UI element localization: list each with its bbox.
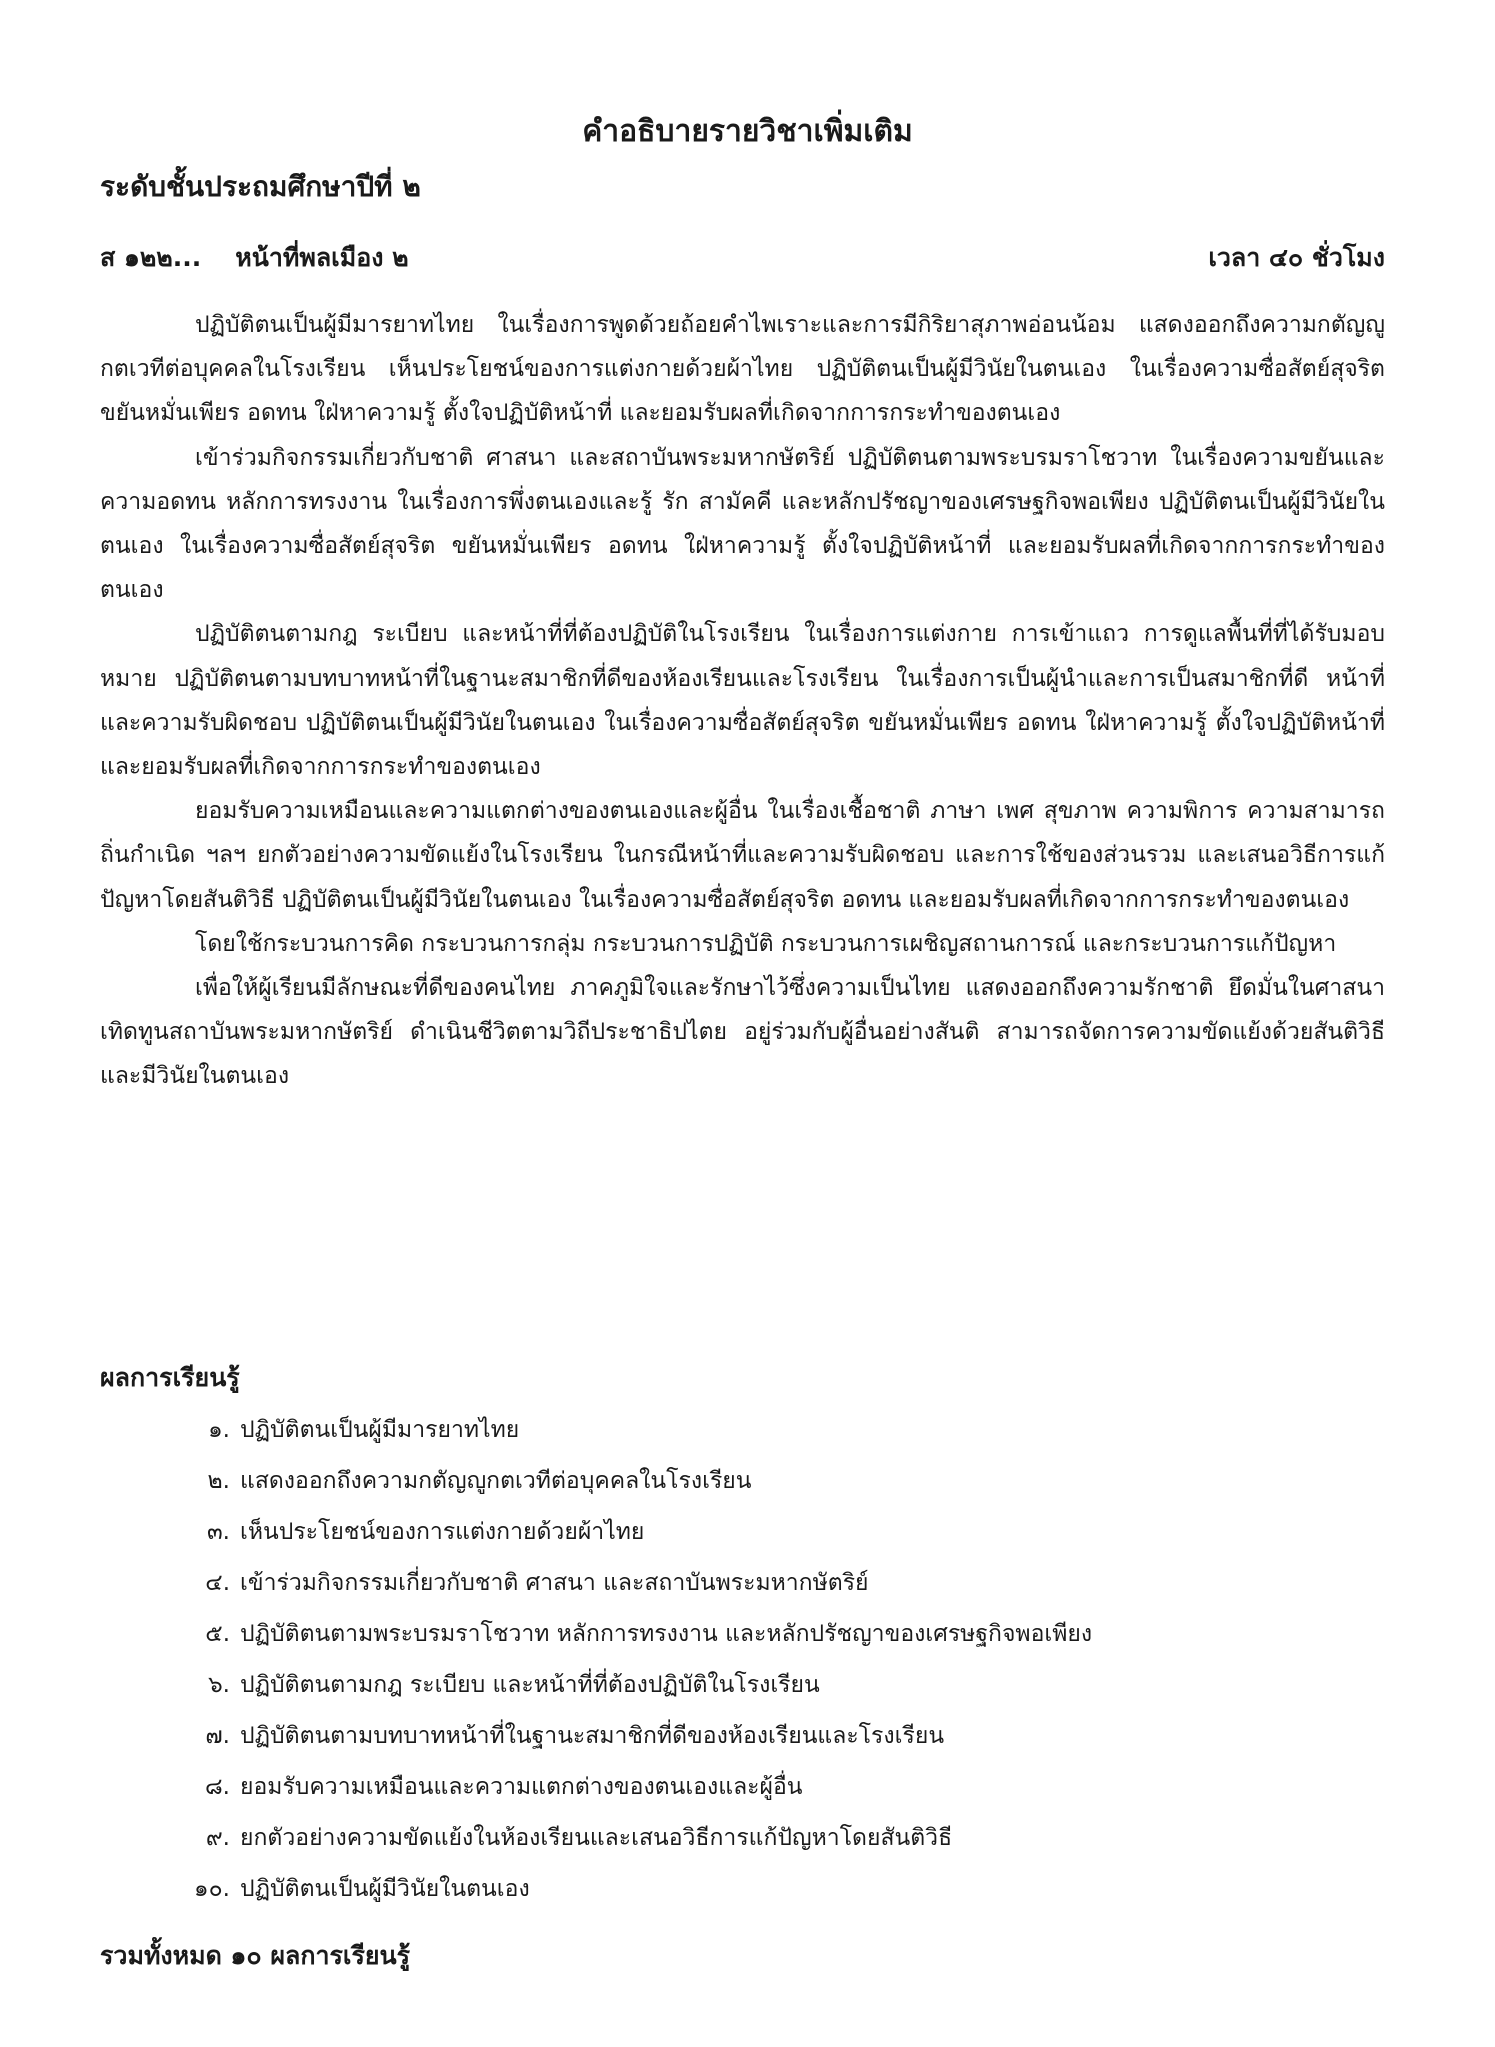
- list-item: [180, 1456, 1330, 1507]
- outcome-text: ปฏิบัติตนตามพระบรมราโชวาท หลักการทรงงาน และหลักปรัชญาของเศรษฐกิจพอเพียง: [240, 1621, 1093, 1647]
- list-item: [180, 1711, 1330, 1762]
- description-paragraph-6: เพื่อให้ผู้เรียนมีลักษณะที่ดีของคนไทย ภาคภูมิใจและรักษาไว้ซึ่งความเป็นไทย แสดงออกถึงความรักชาติ ยึดมั่นในศาสนา เทิดทูนสถาบันพระมหากษัตริย์ ดำเนินชีวิตตามวิถีประชาธิปไตย อยู่ร่วมกับผู้อื่นอย่างสันติ สามารถจัดการความขัดแย้งด้วยสันติวิธี และมีวินัยในตนเอง: [100, 975, 1385, 1090]
- outcome-number: ๑.: [208, 1417, 230, 1443]
- course-code: ส ๑๒๒...: [100, 243, 202, 272]
- outcome-number: ๘.: [204, 1774, 230, 1800]
- outcomes-list: [180, 1405, 1330, 1915]
- outcome-number: ๒.: [207, 1468, 230, 1494]
- list-item: [180, 1558, 1330, 1609]
- course-identity: [100, 240, 409, 276]
- outcome-number: ๓.: [206, 1519, 230, 1545]
- list-item: [180, 1813, 1330, 1864]
- outcomes-heading: ผลการเรียนรู้: [100, 1363, 240, 1392]
- outcome-text: เข้าร่วมกิจกรรมเกี่ยวกับชาติ ศาสนา และสถาบันพระมหากษัตริย์: [240, 1570, 869, 1596]
- outcome-number: ๔.: [205, 1570, 230, 1596]
- outcome-number: ๖.: [208, 1672, 230, 1698]
- list-item: [180, 1762, 1330, 1813]
- course-name: หน้าที่พลเมือง ๒: [235, 243, 409, 272]
- course-duration: เวลา ๔๐ ชั่วโมง: [1208, 243, 1385, 272]
- description-paragraph-3: ปฏิบัติตนตามกฎ ระเบียบ และหน้าที่ที่ต้องปฏิบัติในโรงเรียน ในเรื่องการแต่งกาย การเข้าแถว การดูแลพื้นที่ที่ได้รับมอบหมาย ปฏิบัติตนตามบทบาทหน้าที่ในฐานะสมาชิกที่ดีของห้องเรียนและโรงเรียน ในเรื่องการเป็นผู้นำและการเป็นสมาชิกที่ดี หน้าที่และความรับผิดชอบ ปฏิบัติตนเป็นผู้มีวินัยในตนเอง ในเรื่องความซื่อสัตย์สุจริต ขยันหมั่นเพียร อดทน ใฝ่หาความรู้ ตั้งใจปฏิบัติหน้าที่ และยอมรับผลที่เกิดจากการกระทำของตนเอง: [100, 621, 1385, 781]
- list-item: [180, 1405, 1330, 1456]
- outcome-number: ๕.: [205, 1621, 230, 1647]
- list-item: [180, 1660, 1330, 1711]
- list-item: [180, 1864, 1330, 1915]
- course-description: [100, 303, 1385, 1099]
- outcome-text: ปฏิบัติตนตามบทบาทหน้าที่ในฐานะสมาชิกที่ดีของห้องเรียนและโรงเรียน: [240, 1723, 945, 1749]
- outcome-number: ๑๐.: [194, 1876, 230, 1902]
- description-paragraph-1: ปฏิบัติตนเป็นผู้มีมารยาทไทย ในเรื่องการพูดด้วยถ้อยคำไพเราะและการมีกิริยาสุภาพอ่อนน้อม แสดงออกถึงความกตัญญูกตเวทีต่อบุคคลในโรงเรียน เห็นประโยชน์ของการแต่งกายด้วยผ้าไทย ปฏิบัติตนเป็นผู้มีวินัยในตนเอง ในเรื่องความซื่อสัตย์สุจริต ขยันหมั่นเพียร อดทน ใฝ่หาความรู้ ตั้งใจปฏิบัติหน้าที่ และยอมรับผลที่เกิดจากการกระทำของตนเอง: [100, 312, 1385, 427]
- outcome-text: เห็นประโยชน์ของการแต่งกายด้วยผ้าไทย: [240, 1519, 645, 1545]
- outcome-text: ปฏิบัติตนตามกฎ ระเบียบ และหน้าที่ที่ต้องปฏิบัติในโรงเรียน: [240, 1672, 820, 1698]
- outcome-text: แสดงออกถึงความกตัญญูกตเวทีต่อบุคคลในโรงเรียน: [240, 1468, 752, 1494]
- outcome-text: ปฏิบัติตนเป็นผู้มีมารยาทไทย: [240, 1417, 520, 1443]
- outcomes-total: รวมทั้งหมด ๑๐ ผลการเรียนรู้: [100, 1941, 411, 1970]
- document-title: คำอธิบายรายวิชาเพิ่มเติม: [582, 114, 913, 149]
- outcome-text: ยกตัวอย่างความขัดแย้งในห้องเรียนและเสนอวิธีการแก้ปัญหาโดยสันติวิธี: [240, 1825, 953, 1851]
- description-paragraph-4: ยอมรับความเหมือนและความแตกต่างของตนเองและผู้อื่น ในเรื่องเชื้อชาติ ภาษา เพศ สุขภาพ ความพิการ ความสามารถ ถิ่นกำเนิด ฯลฯ ยกตัวอย่างความขัดแย้งในโรงเรียน ในกรณีหน้าที่และความรับผิดชอบ และการใช้ของส่วนรวม และเสนอวิธีการแก้ปัญหาโดยสันติวิธี ปฏิบัติตนเป็นผู้มีวินัยในตนเอง ในเรื่องความซื่อสัตย์สุจริต อดทน และยอมรับผลที่เกิดจากการกระทำของตนเอง: [100, 798, 1385, 913]
- list-item: [180, 1609, 1330, 1660]
- grade-level: ระดับชั้นประถมศึกษาปีที่ ๒: [100, 170, 421, 203]
- description-paragraph-2: เข้าร่วมกิจกรรมเกี่ยวกับชาติ ศาสนา และสถาบันพระมหากษัตริย์ ปฏิบัติตนตามพระบรมราโชวาท ในเรื่องความขยันและความอดทน หลักการทรงงาน ในเรื่องการพึ่งตนเองและรู้ รัก สามัคคี และหลักปรัชญาของเศรษฐกิจพอเพียง ปฏิบัติตนเป็นผู้มีวินัยในตนเอง ในเรื่องความซื่อสัตย์สุจริต ขยันหมั่นเพียร อดทน ใฝ่หาความรู้ ตั้งใจปฏิบัติหน้าที่ และยอมรับผลที่เกิดจากการกระทำของตนเอง: [100, 444, 1385, 604]
- description-paragraph-5: โดยใช้กระบวนการคิด กระบวนการกลุ่ม กระบวนการปฏิบัติ กระบวนการเผชิญสถานการณ์ และกระบวนการแก้ปัญหา: [195, 930, 1337, 957]
- outcome-text: ปฏิบัติตนเป็นผู้มีวินัยในตนเอง: [240, 1876, 530, 1902]
- list-item: [180, 1507, 1330, 1558]
- outcome-text: ยอมรับความเหมือนและความแตกต่างของตนเองและผู้อื่น: [240, 1774, 803, 1800]
- outcome-number: ๗.: [205, 1723, 230, 1749]
- outcome-number: ๙.: [205, 1825, 230, 1851]
